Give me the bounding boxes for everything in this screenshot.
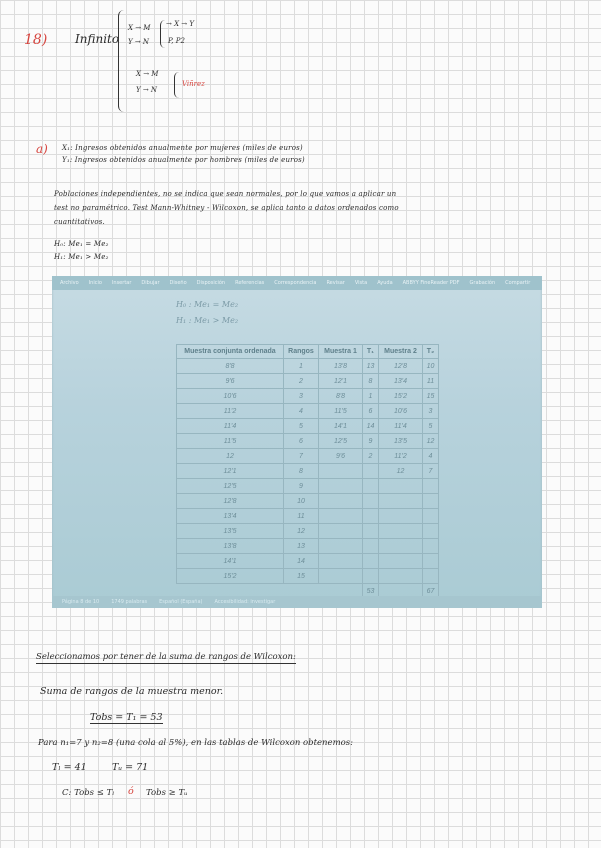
table-cell (363, 464, 379, 479)
table-cell: 10 (284, 494, 319, 509)
table-cell (379, 479, 423, 494)
table-cell: 11'5 (177, 434, 284, 449)
table-cell: 12'5 (177, 479, 284, 494)
table-row (177, 524, 439, 539)
status-language[interactable]: Español (España) (159, 599, 203, 605)
table-cell: 7 (423, 464, 439, 479)
brace2-line1: X → M (136, 70, 159, 78)
table-cell (363, 494, 379, 509)
table-cell (423, 494, 439, 509)
section-a-line1: X₁: Ingresos obtenidos anualmente por mujeres (miles de euros) (62, 144, 303, 152)
table-cell: 9'6 (319, 449, 363, 464)
word-ribbon (52, 276, 542, 290)
table-cell: 7 (284, 449, 319, 464)
table-cell (379, 539, 423, 554)
inner-brace-2 (174, 72, 179, 98)
table-row (177, 464, 439, 479)
table-cell: 15'2 (379, 389, 423, 404)
ribbon-tab[interactable]: Correspondencia (274, 280, 317, 286)
table-row (177, 389, 439, 404)
table-cell: 13 (363, 359, 379, 374)
inner-brace-1 (160, 20, 165, 48)
table-row (177, 539, 439, 554)
table-cell (363, 569, 379, 584)
table-cell (319, 479, 363, 494)
table-cell: 10'6 (177, 389, 284, 404)
ribbon-tab[interactable]: ABBYY FineReader PDF (402, 280, 460, 286)
bottom-tl: Tₗ = 41 (52, 762, 87, 773)
table-cell (379, 494, 423, 509)
bottom-region-a: C: Tobs ≤ Tₗ (62, 788, 115, 798)
brace2-line2: Y → N (136, 86, 158, 94)
paragraph-line3: cuantitativos. (54, 218, 105, 226)
ribbon-tab[interactable]: Compartir (505, 280, 531, 286)
table-cell: 11'2 (177, 404, 284, 419)
brace2-right: Viñrez (182, 80, 205, 88)
ribbon-tab[interactable]: Archivo (60, 280, 79, 286)
table-cell (363, 539, 379, 554)
bottom-line1: Suma de rangos de la muestra menor. (40, 686, 224, 697)
table-cell: 5 (284, 419, 319, 434)
bottom-line3: Para n₁=7 y n₂=8 (una cola al 5%), en las tablas de Wilcoxon obtenemos: (38, 738, 353, 748)
bottom-heading: Seleccionamos por tener de la suma de rangos de Wilcoxon: (36, 652, 296, 662)
brace1-right1: → X → Y (166, 20, 195, 28)
section-a-label: a) (36, 142, 48, 156)
table-cell: 6 (363, 404, 379, 419)
table-row (177, 509, 439, 524)
table-cell (319, 539, 363, 554)
table-cell: 13'8 (177, 539, 284, 554)
table-cell (363, 479, 379, 494)
table-cell (319, 554, 363, 569)
col-header: Rangos (284, 345, 319, 359)
table-cell: 8 (363, 374, 379, 389)
section-a-line2: Y₁: Ingresos obtenidos anualmente por hombres (miles de euros) (62, 156, 305, 164)
table-cell: 4 (284, 404, 319, 419)
table-cell (379, 509, 423, 524)
table-cell: 11 (284, 509, 319, 524)
hypothesis-h0: H₀: Me₁ = Me₂ (54, 240, 109, 248)
table-cell: 9'6 (177, 374, 284, 389)
table-cell: 11'4 (379, 419, 423, 434)
ribbon-tab[interactable]: Disposición (196, 280, 226, 286)
ribbon-tab[interactable]: Insertar (111, 280, 132, 286)
ribbon-tab[interactable]: Inicio (88, 280, 102, 286)
table-cell (319, 509, 363, 524)
table-row (177, 359, 439, 374)
table-cell: 14 (363, 419, 379, 434)
table-cell: 14 (284, 554, 319, 569)
table-cell: 13'4 (379, 374, 423, 389)
table-cell: 13'8 (319, 359, 363, 374)
table-cell: 13'5 (379, 434, 423, 449)
table-cell: 8'8 (319, 389, 363, 404)
table-cell: 11 (423, 374, 439, 389)
table-cell: 12'8 (177, 494, 284, 509)
table-cell: 12'1 (177, 464, 284, 479)
ribbon-tab[interactable]: Referencias (235, 280, 265, 286)
table-cell: 12'1 (319, 374, 363, 389)
col-header: Muestra conjunta ordenada (177, 345, 284, 359)
table-cell: 2 (363, 449, 379, 464)
table-cell: 13 (284, 539, 319, 554)
table-cell (423, 569, 439, 584)
table-cell: 4 (423, 449, 439, 464)
status-words[interactable]: 1749 palabras (111, 599, 148, 605)
table-row (177, 569, 439, 584)
table-cell (363, 524, 379, 539)
table-cell (363, 509, 379, 524)
question-title: Infinito (75, 32, 120, 46)
col-header: Muestra 2 (379, 345, 423, 359)
table-cell: 1 (284, 359, 319, 374)
ranks-table (176, 344, 439, 599)
table-cell: 15 (423, 389, 439, 404)
table-cell: 12 (379, 464, 423, 479)
brace1-line2: Y → N (128, 38, 150, 46)
ribbon-tab[interactable]: Vista (354, 280, 368, 286)
bottom-region-b: Tobs ≥ Tᵤ (146, 788, 188, 798)
table-cell (319, 494, 363, 509)
ribbon-tab[interactable]: Revisar (326, 280, 345, 286)
col-header: Muestra 1 (319, 345, 363, 359)
table-cell: 12 (284, 524, 319, 539)
table-cell: 10 (423, 359, 439, 374)
table-header-row (177, 345, 439, 359)
bottom-region-or: ó (128, 786, 134, 797)
brace1-line1: X → M (128, 24, 151, 32)
table-cell (319, 569, 363, 584)
ribbon-tab[interactable]: Diseño (169, 280, 187, 286)
status-accessibility[interactable]: Accesibilidad: investigar (214, 599, 276, 605)
table-cell: 8'8 (177, 359, 284, 374)
table-cell: 14'1 (319, 419, 363, 434)
table-cell: 13'5 (177, 524, 284, 539)
table-cell: 8 (284, 464, 319, 479)
screen-h1: H₁ : Me₁ > Me₂ (176, 316, 239, 325)
table-cell: 11'2 (379, 449, 423, 464)
hypothesis-h1: H₁: Me₁ > Me₂ (54, 253, 109, 261)
table-cell (319, 464, 363, 479)
bottom-tobs: Tobs = T₁ = 53 (90, 712, 163, 723)
table-cell (319, 524, 363, 539)
table-row (177, 404, 439, 419)
table-cell (423, 554, 439, 569)
total-t1: 53 (363, 584, 379, 599)
table-cell: 13'4 (177, 509, 284, 524)
table-cell (379, 554, 423, 569)
table-cell: 6 (284, 434, 319, 449)
table-cell: 12'5 (319, 434, 363, 449)
table-cell: 14'1 (177, 554, 284, 569)
question-number: 18) (24, 32, 48, 48)
table-cell: 11'4 (177, 419, 284, 434)
photographed-screen (52, 276, 542, 608)
table-cell (423, 479, 439, 494)
table-row (177, 479, 439, 494)
brace1-right2: P, P2 (168, 37, 185, 45)
table-cell: 15'2 (177, 569, 284, 584)
total-t2: 67 (423, 584, 439, 599)
table-row (177, 419, 439, 434)
table-cell: 15 (284, 569, 319, 584)
table-cell: 3 (284, 389, 319, 404)
ribbon-tab[interactable]: Dibujar (141, 280, 160, 286)
col-header: T₂ (423, 345, 439, 359)
table-cell (423, 524, 439, 539)
col-header: T₁ (363, 345, 379, 359)
table-cell (379, 524, 423, 539)
status-page[interactable]: Página 8 de 10 (62, 599, 100, 605)
ribbon-tab[interactable]: Ayuda (377, 280, 393, 286)
table-cell (379, 569, 423, 584)
table-cell (363, 554, 379, 569)
table-cell: 12 (177, 449, 284, 464)
table-cell: 12'8 (379, 359, 423, 374)
main-brace (118, 10, 125, 112)
screen-h0: H₀ : Me₁ = Me₂ (176, 300, 239, 309)
table-row (177, 449, 439, 464)
paragraph-line1: Poblaciones independientes, no se indica que sean normales, por lo que vamos a aplicar un (54, 190, 397, 198)
table-row (177, 494, 439, 509)
table-cell: 11'5 (319, 404, 363, 419)
table-row (177, 554, 439, 569)
table-cell: 9 (284, 479, 319, 494)
ribbon-tab[interactable]: Grabación (469, 280, 496, 286)
table-cell (423, 539, 439, 554)
bottom-tu: Tᵤ = 71 (112, 762, 149, 773)
table-row (177, 434, 439, 449)
word-status-bar (52, 596, 542, 608)
table-cell: 2 (284, 374, 319, 389)
paragraph-line2: test no paramétrico. Test Mann-Whitney - Wilcoxon, se aplica tanto a datos ordenados como (54, 204, 399, 212)
table-cell (423, 509, 439, 524)
table-cell: 10'6 (379, 404, 423, 419)
table-cell: 9 (363, 434, 379, 449)
table-cell: 12 (423, 434, 439, 449)
table-cell: 5 (423, 419, 439, 434)
table-cell: 3 (423, 404, 439, 419)
table-cell: 1 (363, 389, 379, 404)
table-row (177, 374, 439, 389)
